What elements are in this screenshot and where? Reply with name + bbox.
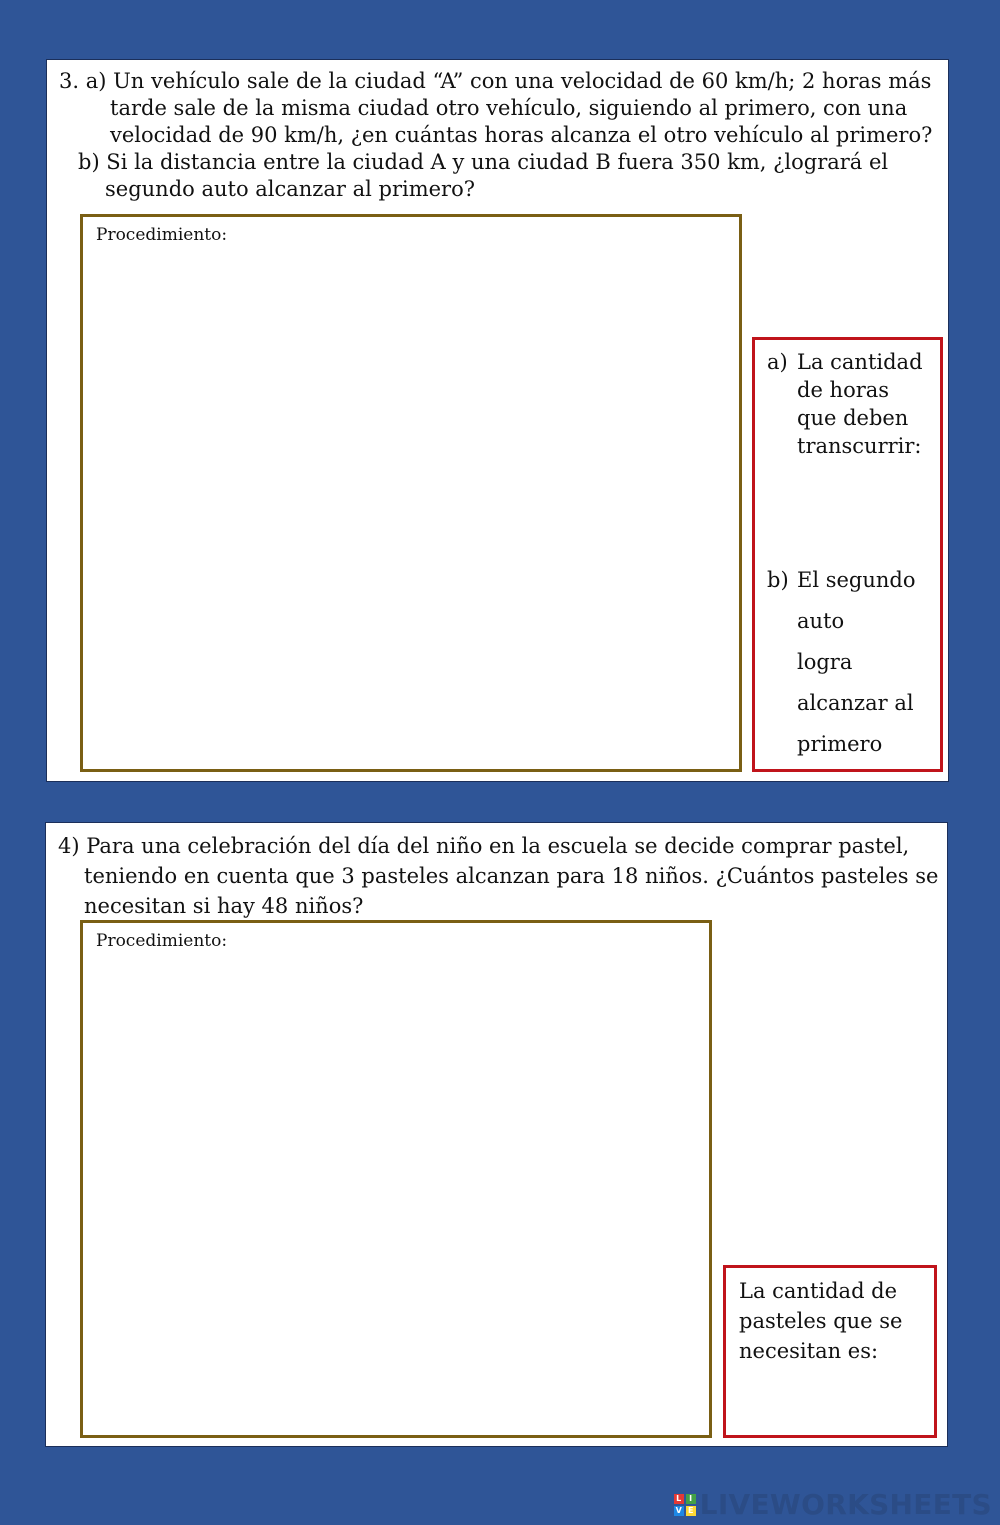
q3-answer-box[interactable] bbox=[752, 337, 943, 772]
q3-line-5: segundo auto alcanzar al primero? bbox=[105, 177, 475, 201]
answer-b-line: logra bbox=[797, 650, 853, 674]
brand-name: LIVEWORKSHEETS bbox=[699, 1488, 992, 1521]
question-3-card bbox=[46, 59, 949, 782]
procedure-label: Procedimiento: bbox=[96, 931, 228, 951]
liveworksheets-logo bbox=[674, 1488, 992, 1521]
answer-line: pasteles que se bbox=[739, 1309, 903, 1333]
logo-letter: E bbox=[686, 1506, 696, 1516]
answer-b-line: El segundo bbox=[797, 568, 916, 592]
logo-grid-icon bbox=[674, 1494, 696, 1516]
question-4-card bbox=[45, 822, 948, 1447]
q3-line-1: 3. a) Un vehículo sale de la ciudad “A” con una velocidad de 60 km/h; 2 horas más bbox=[59, 69, 932, 93]
logo-letter: L bbox=[674, 1494, 684, 1504]
logo-letter: V bbox=[675, 1505, 682, 1515]
answer-a-marker: a) bbox=[767, 350, 788, 374]
procedure-label: Procedimiento: bbox=[96, 225, 228, 245]
q4-line-2: teniendo en cuenta que 3 pasteles alcanzan para 18 niños. ¿Cuántos pasteles se bbox=[84, 864, 939, 888]
answer-b-line: auto bbox=[797, 609, 845, 633]
q4-line-3: necesitan si hay 48 niños? bbox=[84, 894, 364, 918]
q3-line-2: tarde sale de la misma ciudad otro vehículo, siguiendo al primero, con una bbox=[110, 96, 908, 120]
answer-b-line: alcanzar al bbox=[797, 691, 914, 715]
answer-line: La cantidad de bbox=[739, 1279, 898, 1303]
answer-a-line: que deben bbox=[797, 406, 909, 430]
q4-answer-box[interactable] bbox=[723, 1265, 937, 1438]
answer-b-line: primero bbox=[797, 732, 883, 756]
q3-line-4: b) Si la distancia entre la ciudad A y una ciudad B fuera 350 km, ¿logrará el bbox=[78, 150, 889, 174]
answer-a-line: de horas bbox=[797, 378, 890, 402]
answer-a-line: La cantidad bbox=[797, 350, 923, 374]
answer-a-line: transcurrir: bbox=[797, 434, 922, 458]
q4-line-1: 4) Para una celebración del día del niño en la escuela se decide comprar pastel, bbox=[58, 834, 910, 858]
q3-line-3: velocidad de 90 km/h, ¿en cuántas horas alcanza el otro vehículo al primero? bbox=[110, 123, 933, 147]
q4-procedure-box[interactable] bbox=[80, 920, 712, 1438]
answer-b-marker: b) bbox=[767, 568, 789, 592]
q3-procedure-box[interactable] bbox=[80, 214, 742, 772]
logo-letter: I bbox=[686, 1494, 696, 1504]
answer-line: necesitan es: bbox=[739, 1339, 879, 1363]
